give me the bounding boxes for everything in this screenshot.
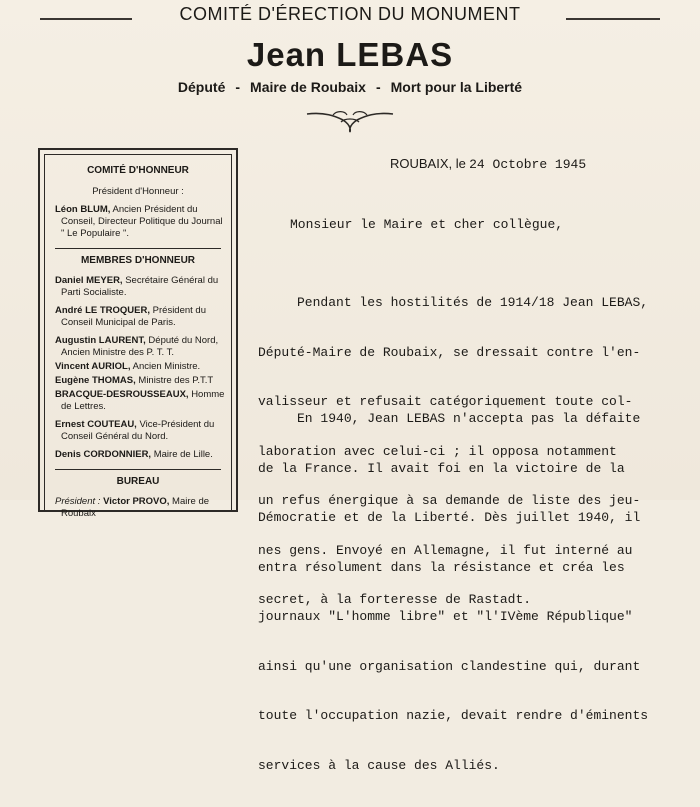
member-description: Président du Conseil Municipal de Paris. <box>61 305 206 328</box>
member-name: Léon BLUM, <box>55 204 111 215</box>
member-description: Homme de Lettres. <box>61 389 225 412</box>
honor-member-entry <box>45 275 231 299</box>
member-description: Député du Nord, Ancien Ministre des P. T. T. <box>61 335 219 358</box>
member-description: Ministre des P.T.T <box>138 375 214 386</box>
honor-president-entry <box>45 204 231 240</box>
text-line: secret, à la forteresse de Rastadt. <box>258 592 532 607</box>
text-line: ainsi qu'une organisation clandestine qui, durant <box>258 658 641 674</box>
tagline-item: Mort pour la Liberté <box>390 79 523 95</box>
text-line: Pendant les hostilités de 1914/18 Jean LEBAS, <box>258 295 649 310</box>
committee-title: COMITÉ D'ÉRECTION DU MONUMENT <box>179 4 521 24</box>
text-line: un refus énergique à sa demande de liste des jeu- <box>258 493 641 508</box>
text-line: services à la cause des Alliés. <box>258 757 500 773</box>
letter-place: ROUBAIX, le <box>390 156 466 171</box>
member-name: Augustin LAURENT, <box>55 335 146 346</box>
member-name: Daniel MEYER, <box>55 275 123 286</box>
member-description: Secrétaire Général du Parti Socialiste. <box>61 275 219 298</box>
text-line: nes gens. Envoyé en Allemagne, il fut interné au <box>258 542 633 558</box>
text-line: de la France. Il avait foi en la victoire de la <box>258 460 625 476</box>
letter-dateline <box>390 156 586 172</box>
honor-members-heading: MEMBRES D'HONNEUR <box>80 255 196 266</box>
text-line: entra résolument dans la résistance et créa les <box>258 559 625 575</box>
text-line: journaux "L'homme libre" et "l'IVème République" <box>258 609 633 624</box>
member-name: Vincent AURIOL, <box>55 361 131 372</box>
honor-member-entry <box>45 305 231 329</box>
member-description: Maire de Roubaix <box>61 496 210 519</box>
letter-salutation: Monsieur le Maire et cher collègue, <box>290 217 564 232</box>
bureau-heading: BUREAU <box>116 476 160 487</box>
honor-member-entry <box>45 419 231 443</box>
member-description: Ancien Ministre. <box>132 361 201 372</box>
text-line: valisseur et refusait catégoriquement toute col- <box>258 394 633 409</box>
member-name: Victor PROVO, <box>103 496 170 507</box>
member-name: Denis CORDONNIER, <box>55 449 152 460</box>
honor-committee-heading: COMITÉ D'HONNEUR <box>87 165 189 176</box>
committee-sidebar <box>38 148 238 519</box>
text-line: Député-Maire de Roubaix, se dressait contre l'en- <box>258 344 641 360</box>
text-line: En 1940, Jean LEBAS n'accepta pas la défaite <box>258 411 641 426</box>
member-description: Vice-Président du Conseil Général du Nord. <box>61 419 215 442</box>
bureau-role: Président : <box>55 496 101 507</box>
text-line: toute l'occupation nazie, devait rendre d'éminents <box>258 708 649 723</box>
flourish-ornament <box>305 106 395 136</box>
text-line: laboration avec celui-ci ; il opposa notamment <box>258 443 617 459</box>
member-name: Ernest COUTEAU, <box>55 419 137 430</box>
honor-president-label: Président d'Honneur : <box>92 186 184 197</box>
member-name: André LE TROQUER, <box>55 305 151 316</box>
member-name: BRACQUE-DESROUSSEAUX, <box>55 389 189 400</box>
member-description: Ancien Président du Conseil, Directeur Politique du Journal " Le Populaire ". <box>61 204 223 239</box>
letter-paragraph-2 <box>258 378 648 807</box>
tagline-item: Maire de Roubaix <box>250 79 366 95</box>
honoree-tagline: Député - Maire de Roubaix - Mort pour la Liberté <box>177 79 523 95</box>
honor-member-entry <box>45 449 231 461</box>
honor-member-entry <box>45 375 231 387</box>
member-name: Eugène THOMAS, <box>55 375 136 386</box>
sidebar-inner-frame <box>44 154 232 519</box>
member-description: Maire de Lille. <box>153 449 213 460</box>
text-line: Démocratie et de la Liberté. Dès juillet 1940, il <box>258 510 641 525</box>
honoree-name: Jean LEBAS <box>246 36 454 73</box>
section-divider <box>55 248 221 249</box>
honor-member-entry <box>45 335 231 359</box>
section-divider <box>55 469 221 470</box>
tagline-item: Député <box>177 79 226 95</box>
honor-member-entry <box>45 361 231 373</box>
honor-member-entry <box>45 389 231 413</box>
letter-date: 24 Octobre 1945 <box>469 157 587 172</box>
